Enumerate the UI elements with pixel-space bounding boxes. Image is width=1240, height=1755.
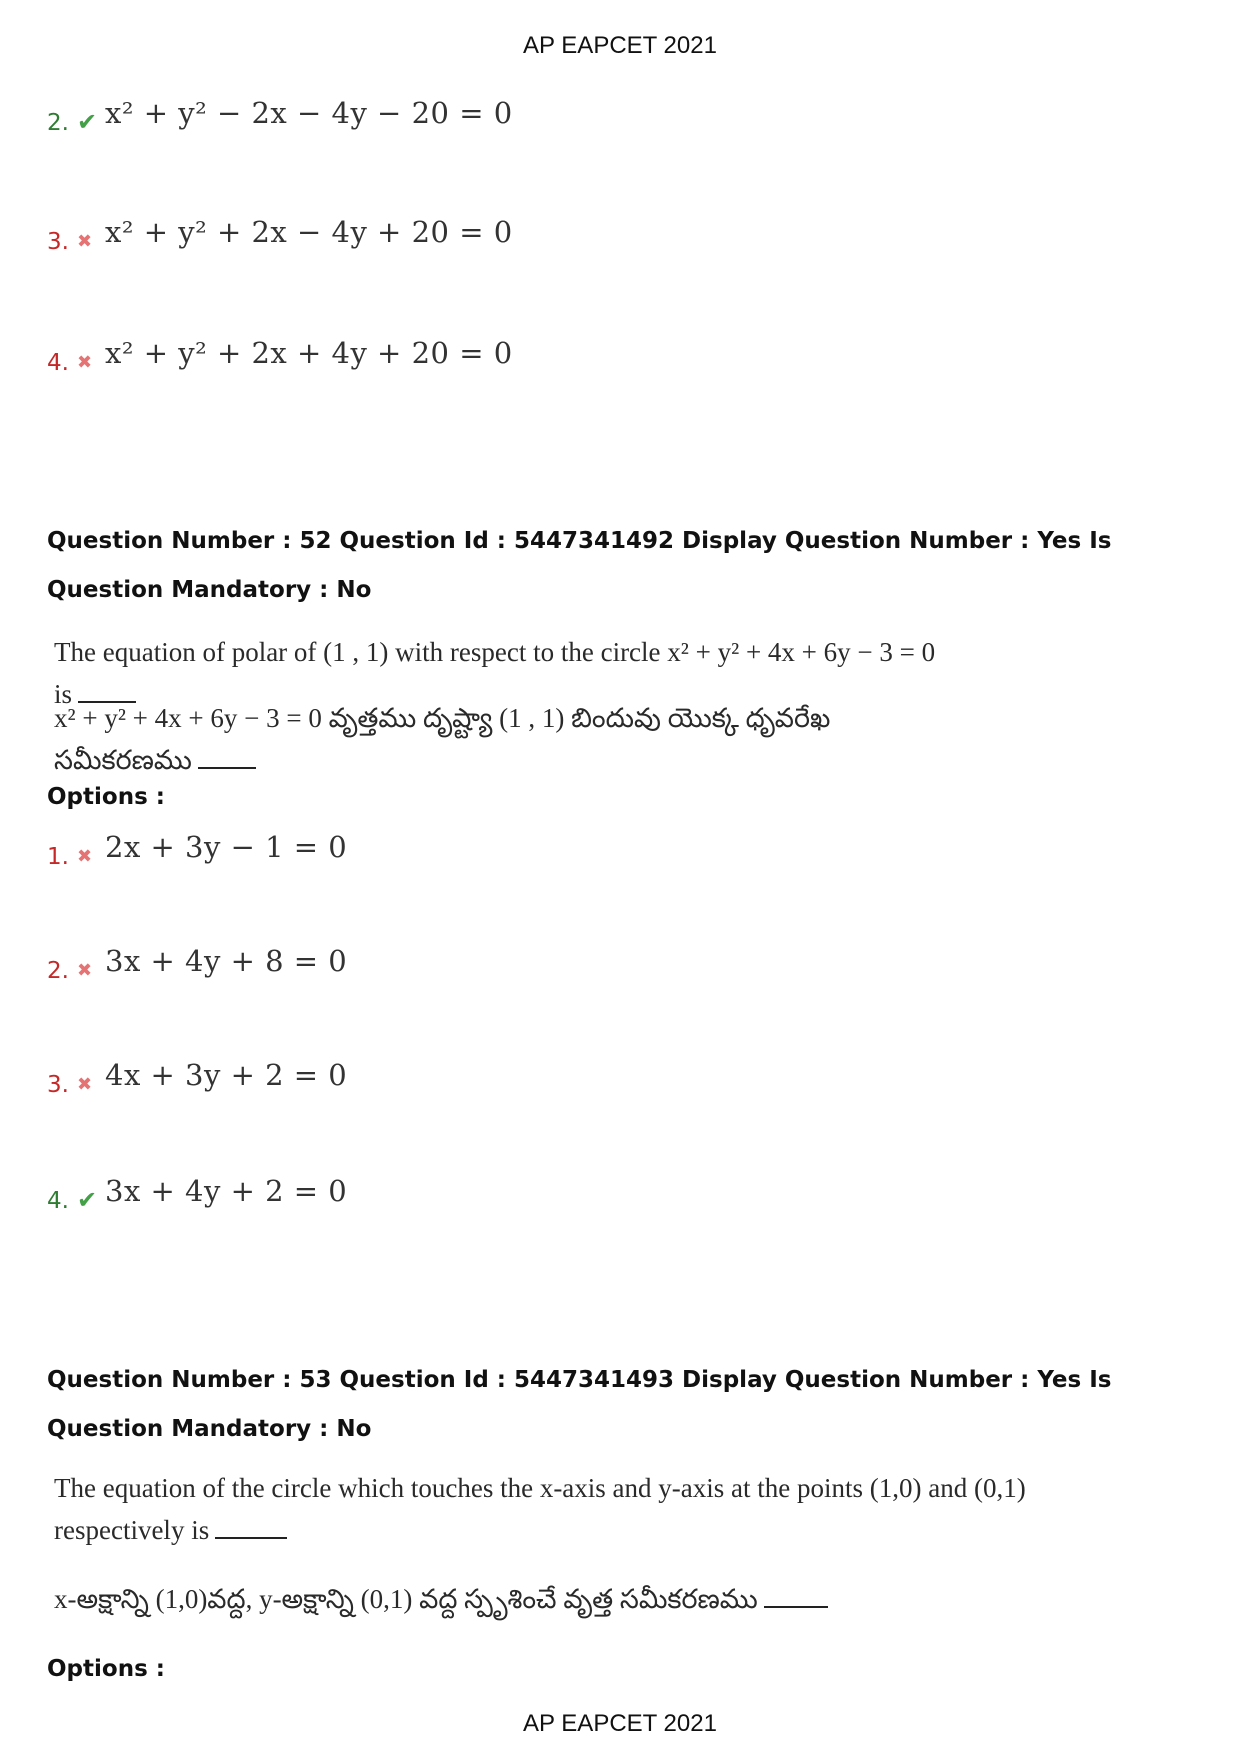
cross-icon: ✖ xyxy=(77,1074,93,1095)
option-equation: 3x + 4y + 2 = 0 xyxy=(105,1174,348,1208)
question-text-line-1: The equation of the circle which touches the x-axis and y-axis at the points (1,0) and (0,1) xyxy=(54,1473,1026,1503)
cross-icon: ✖ xyxy=(77,960,93,981)
question-header: Question Number : 53 Question Id : 5447341493 Display Question Number : Yes Is Question Mandatory : No xyxy=(47,1367,1112,1442)
options-label: Options : xyxy=(47,784,165,810)
option-number: 3. xyxy=(47,229,69,255)
page-header: AP EAPCET 2021 xyxy=(523,32,717,59)
question-header: Question Number : 52 Question Id : 5447341492 Display Question Number : Yes Is Question Mandatory : No xyxy=(47,528,1112,603)
question-text-telugu xyxy=(54,697,954,781)
option-equation: 4x + 3y + 2 = 0 xyxy=(105,1058,348,1092)
option-equation: 3x + 4y + 8 = 0 xyxy=(105,944,348,978)
prev-option-2 xyxy=(47,96,513,136)
options-label: Options : xyxy=(47,1656,165,1682)
q52-option-1 xyxy=(47,830,347,870)
question-text-telugu xyxy=(54,1578,1054,1620)
question-text: The equation of polar of (1 , 1) with respect to the circle x² + y² + 4x + 6y − 3 = 0 is xyxy=(54,637,936,709)
check-icon: ✔ xyxy=(77,1186,98,1214)
prev-option-4 xyxy=(47,336,513,376)
cross-icon: ✖ xyxy=(77,846,93,867)
answer-blank xyxy=(764,1588,828,1608)
q52-option-3 xyxy=(47,1058,347,1098)
question-text: x² + y² + 4x + 6y − 3 = 0 వృత్తము దృష్ట్యా (1 , 1) బిందువు యొక్క ధృవరేఖ సమీకరణము xyxy=(54,703,831,775)
page-footer: AP EAPCET 2021 xyxy=(523,1710,717,1737)
option-equation: x² + y² + 2x + 4y + 20 = 0 xyxy=(105,336,513,370)
option-number: 2. xyxy=(47,110,69,136)
option-number: 2. xyxy=(47,958,69,984)
option-number: 4. xyxy=(47,350,69,376)
option-number: 3. xyxy=(47,1072,69,1098)
option-number: 4. xyxy=(47,1188,69,1214)
cross-icon: ✖ xyxy=(77,352,93,373)
question-text: x-అక్షాన్ని (1,0)వద్ద, y-అక్షాన్ని (0,1) వద్ద స్పృశించే వృత్త సమీకరణము xyxy=(54,1584,758,1614)
answer-blank xyxy=(215,1519,287,1539)
answer-blank xyxy=(198,749,256,769)
option-equation: x² + y² + 2x − 4y + 20 = 0 xyxy=(105,215,513,249)
cross-icon: ✖ xyxy=(77,231,93,252)
option-number: 1. xyxy=(47,844,69,870)
q52-option-4 xyxy=(47,1174,347,1214)
prev-option-3 xyxy=(47,215,513,255)
option-equation: 2x + 3y − 1 = 0 xyxy=(105,830,348,864)
question-text-line-2: respectively is xyxy=(54,1515,210,1545)
question-text-english xyxy=(54,1467,1054,1551)
option-equation: x² + y² − 2x − 4y − 20 = 0 xyxy=(105,96,513,130)
check-icon: ✔ xyxy=(77,108,98,136)
q52-option-2 xyxy=(47,944,347,984)
